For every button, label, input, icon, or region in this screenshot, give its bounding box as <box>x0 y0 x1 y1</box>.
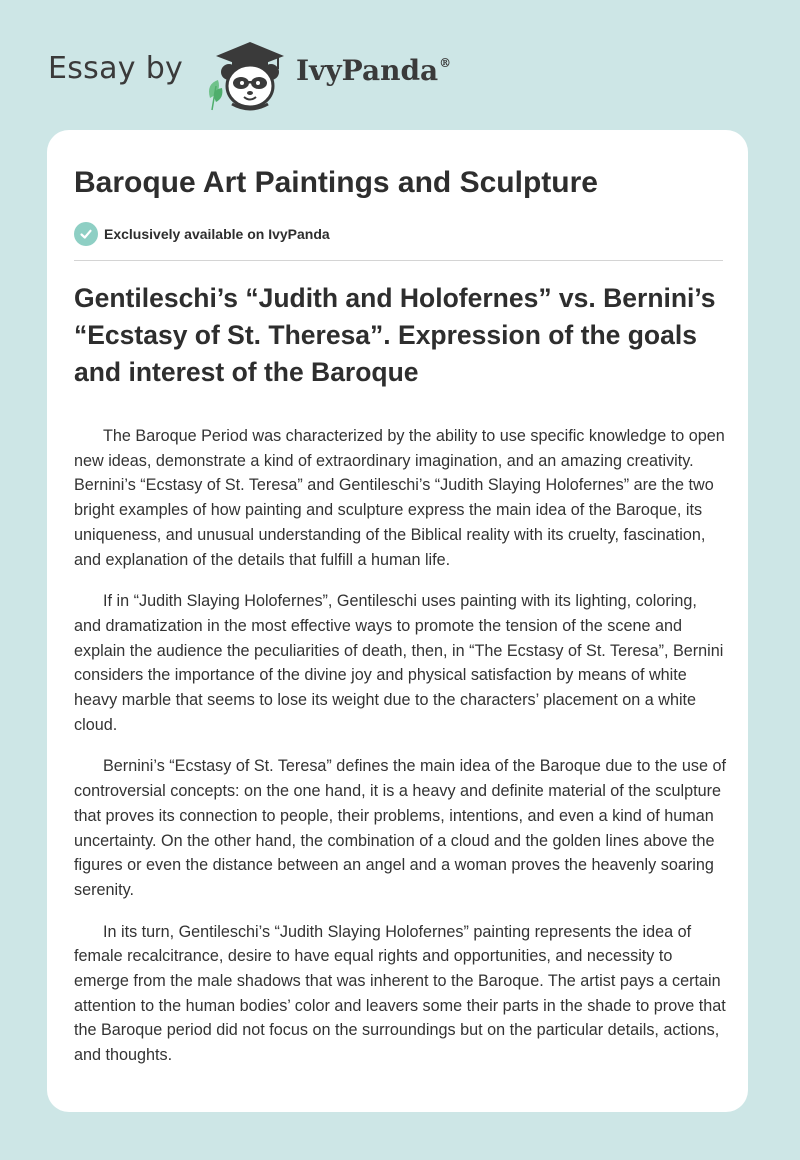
leaf-icon <box>209 80 222 110</box>
paragraph: Bernini’s “Ecstasy of St. Teresa” defines the main idea of the Baroque due to the use of controversial concepts: on the one hand, it is a heavy and definite material of the sculpture that proves its connection to people, their problems, intentions, and even a kind of human uncertainty. On the other hand, the combination of a cloud and the golden lines above the figures or even the distance between an angel and a woman proves the heavenly soaring serenity. <box>74 757 726 899</box>
paragraph: The Baroque Period was characterized by the ability to use specific knowledge to open new ideas, demonstrate a kind of extraordinary imagination, and an amazing creativity. Bernini’s “Ecstasy of St. Teresa” and Gentileschi’s “Judith Slaying Holofernes” are the two bright examples of how painting and sculpture express the main idea of the Baroque, its uniqueness, and unusual understanding of the Biblical reality with its cruelty, fascination, and explanation of the details that fulfill a human life. <box>74 427 725 569</box>
badge-label: Exclusively available on IvyPanda <box>104 226 330 242</box>
registered-mark: ® <box>439 56 452 70</box>
brand-name[interactable] <box>296 54 451 87</box>
essay-card <box>47 130 748 1112</box>
brand-label: IvyPanda <box>296 54 439 87</box>
essay-body <box>74 424 726 1085</box>
site-header <box>48 34 508 110</box>
paragraph: If in “Judith Slaying Holofernes”, Gentileschi uses painting with its lighting, coloring, and dramatization in the most effective ways to promote the tension of the scene and explain the audience the peculiarities of death, then, in “The Ecstasy of St. Teresa”, Bernini considers the importance of the divine joy and physical satisfaction by means of white heavy marble that seems to lose its weight due to the characters’ placement on a white cloud. <box>74 592 724 734</box>
page-title: Baroque Art Paintings and Sculpture <box>74 166 598 199</box>
check-icon <box>74 222 98 246</box>
divider <box>74 260 723 261</box>
essay-by-label: Essay by <box>48 51 184 86</box>
section-heading: Gentileschi’s “Judith and Holofernes” vs. Bernini’s “Ecstasy of St. Theresa”. Expression of the goals and interest of the Baroque <box>74 283 716 387</box>
exclusive-badge <box>74 222 330 246</box>
panda-logo-icon[interactable] <box>202 36 290 112</box>
paragraph: In its turn, Gentileschi’s “Judith Slaying Holofernes” painting represents the idea of female recalcitrance, desire to have equal rights and opportunities, and necessity to emerge from the male shadows that was inherent to the Baroque. The artist pays a certain attention to the human bodies’ color and leavers some their parts in the shade to prove that the Baroque period did not focus on the surroundings but on the particular details, actions, and thoughts. <box>74 922 726 1065</box>
